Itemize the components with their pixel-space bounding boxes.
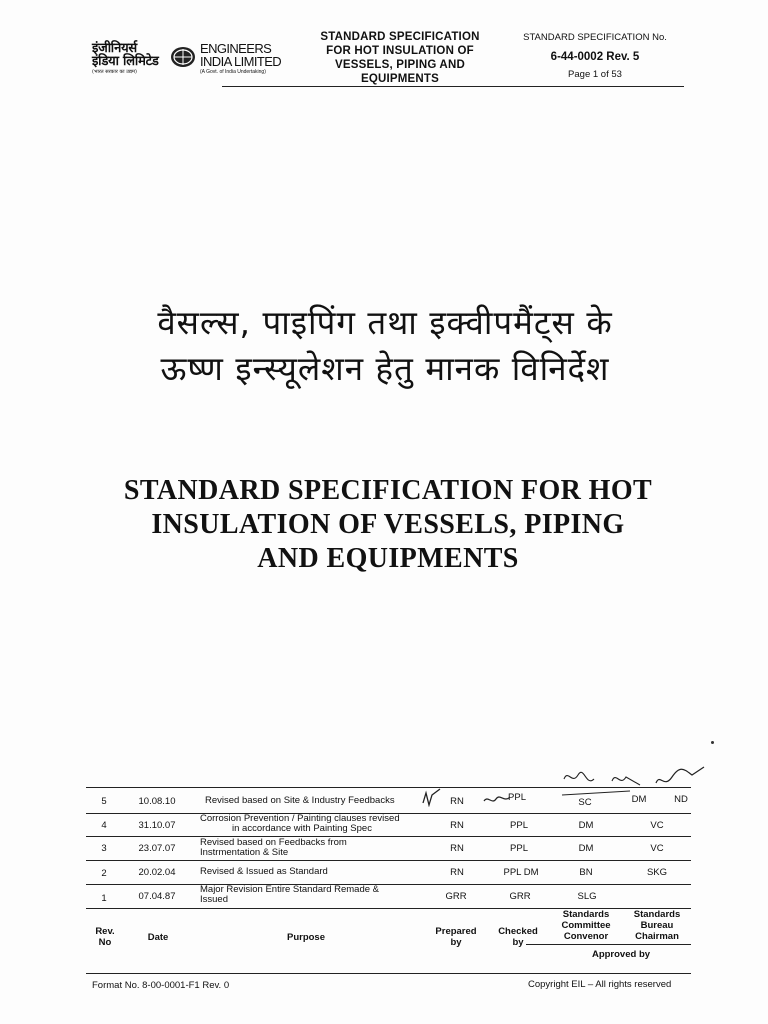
- rev-convenor: SLG: [577, 891, 597, 902]
- format-number: Format No. 8-00-0001-F1 Rev. 0: [92, 980, 230, 991]
- main-title-line-3: AND EQUIPMENTS: [257, 543, 519, 574]
- rev-purpose: [205, 796, 395, 806]
- eil-emblem-icon: [170, 46, 196, 68]
- header-checked-line: by: [512, 937, 524, 948]
- logo-english-name: [200, 42, 281, 68]
- rev-checked: PPL: [508, 792, 526, 803]
- logo-hindi-line-2: इंडिया लिमिटेड: [92, 54, 159, 69]
- rev-purpose: [200, 838, 347, 858]
- rev-checked: GRR: [509, 891, 531, 902]
- header-title-line-2: FOR HOT INSULATION OF: [326, 45, 474, 57]
- rev-number: 2: [101, 868, 107, 879]
- rev-convenor: DM: [578, 820, 594, 831]
- rev-prepared: GRR: [445, 891, 467, 902]
- header-prepared-line: by: [450, 937, 462, 948]
- header-convenor-line: Committee: [561, 920, 611, 931]
- header-convenor: [554, 909, 618, 942]
- logo-english-subtitle: (A Govt. of India Undertaking): [200, 69, 266, 75]
- rev-date: 10.08.10: [138, 796, 176, 807]
- rev-checked: PPL: [510, 843, 528, 854]
- rev-date: 07.04.87: [138, 891, 176, 902]
- rev-convenor: BN: [579, 867, 593, 878]
- rev-number: 1: [101, 893, 107, 904]
- extra-dm: DM: [631, 794, 647, 805]
- header-checked: [492, 926, 544, 948]
- main-title: [60, 474, 716, 576]
- header-chairman-line: Chairman: [635, 931, 679, 942]
- hindi-title-line-2: ऊष्ण इन्स्यूलेशन हेतु मानक विनिर्देश: [160, 349, 610, 388]
- header-chairman: [624, 909, 690, 942]
- table-rule: [86, 860, 691, 861]
- rev-purpose-line: Revised & Issued as Standard: [200, 866, 328, 877]
- header-checked-line: Checked: [498, 926, 538, 937]
- rev-chairman: VC: [650, 843, 664, 854]
- header-title-line-3: VESSELS, PIPING AND: [335, 59, 465, 71]
- stray-mark: [711, 741, 714, 744]
- header-prepared-line: Prepared: [435, 926, 477, 937]
- logo-english-line-2: INDIA LIMITED: [200, 54, 282, 69]
- rev-purpose-line: Revised based on Feedbacks from: [200, 837, 347, 848]
- hindi-title: [90, 300, 680, 392]
- signature-icon: [482, 793, 512, 807]
- rev-purpose-line: Revised based on Site & Industry Feedbacks: [205, 795, 395, 806]
- rev-prepared: RN: [450, 820, 464, 831]
- rev-number: 5: [101, 796, 107, 807]
- header-rev-line: Rev.: [95, 926, 115, 937]
- main-title-line-1: STANDARD SPECIFICATION FOR HOT: [123, 475, 653, 506]
- rev-purpose-line: Corrosion Prevention / Painting clauses revised: [200, 813, 400, 824]
- rev-purpose-line: Major Revision Entire Standard Remade &: [200, 884, 380, 895]
- main-title-line-2: INSULATION OF VESSELS, PIPING: [151, 509, 625, 540]
- header-approved-by: Approved by: [591, 949, 651, 960]
- logo-hindi-name: [92, 42, 159, 68]
- footer-divider: [86, 973, 691, 974]
- header-title: [310, 30, 490, 86]
- rev-purpose: [200, 867, 328, 877]
- rev-convenor: SC: [578, 797, 592, 808]
- logo-hindi-line-1: इंजीनियर्स: [92, 41, 137, 56]
- logo-english-line-1: ENGINEERS: [200, 41, 272, 56]
- rev-chairman: SKG: [646, 867, 668, 878]
- header-chairman-line: Bureau: [640, 920, 674, 931]
- header-title-line-4: EQUIPMENTS: [360, 73, 440, 85]
- signature-icon: [420, 787, 444, 807]
- rev-date: 20.02.04: [138, 867, 176, 878]
- rev-number: 4: [101, 820, 107, 831]
- rev-chairman: VC: [650, 820, 664, 831]
- copyright-notice: Copyright EIL – All rights reserved: [528, 979, 672, 990]
- rev-prepared: RN: [450, 843, 464, 854]
- header-title-line-1: STANDARD SPECIFICATION: [320, 31, 480, 43]
- logo-hindi-subtitle: (भारत सरकार का उद्यम): [92, 69, 137, 75]
- rev-chairman: ND: [674, 794, 688, 805]
- header-convenor-line: Standards: [562, 909, 610, 920]
- rev-purpose-line: Instrmentation & Site: [200, 847, 289, 858]
- header-convenor-line: Convenor: [563, 931, 609, 942]
- rev-checked: PPL DM: [503, 867, 539, 878]
- header-prepared: [430, 926, 482, 948]
- rev-date: 31.10.07: [138, 820, 176, 831]
- header-divider: [222, 86, 684, 87]
- rev-checked: PPL: [510, 820, 528, 831]
- rev-purpose: [200, 885, 379, 905]
- rev-purpose-line: Issued: [200, 894, 228, 905]
- header-rev-line: No: [98, 937, 112, 948]
- approved-rule: [526, 944, 691, 945]
- rev-prepared: RN: [450, 867, 464, 878]
- spec-info: [506, 32, 684, 80]
- rev-convenor: DM: [578, 843, 594, 854]
- hindi-title-line-1: वैसल्स, पाइपिंग तथा इक्वीपमैंट्स के: [157, 303, 613, 342]
- spec-number: 6-44-0002 Rev. 5: [550, 51, 640, 63]
- rev-purpose-line: in accordance with Painting Spec: [232, 823, 372, 834]
- rev-date: 23.07.07: [138, 843, 176, 854]
- header-rev: [92, 926, 118, 948]
- document-header: [84, 22, 684, 88]
- spec-number-label: STANDARD SPECIFICATION No.: [523, 32, 667, 43]
- header-purpose: Purpose: [286, 932, 325, 943]
- header-chairman-line: Standards: [633, 909, 681, 920]
- table-rule: [86, 884, 691, 885]
- page-number: Page 1 of 53: [568, 69, 622, 80]
- signature-icon: [560, 765, 710, 799]
- company-logo: [84, 40, 306, 84]
- header-date: Date: [147, 932, 169, 943]
- table-rule: [86, 836, 691, 837]
- rev-purpose: [200, 814, 400, 834]
- rev-number: 3: [101, 843, 107, 854]
- rev-prepared: RN: [450, 796, 464, 807]
